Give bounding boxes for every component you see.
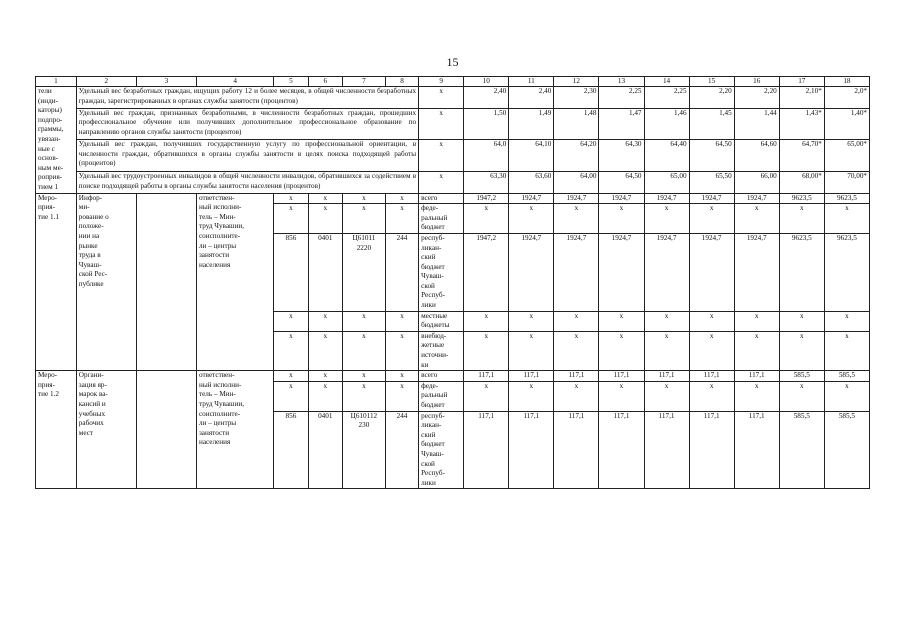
- measure-empty-cell: [136, 371, 196, 489]
- cell-line: бюджеты: [421, 321, 450, 330]
- indicator-mark: x: [419, 87, 464, 109]
- funding-value: x: [779, 311, 824, 331]
- header-cell: 11: [509, 77, 554, 87]
- vr-code: x: [385, 204, 418, 234]
- measure-row: [36, 193, 870, 204]
- funding-value: x: [689, 311, 734, 331]
- page-number: 15: [446, 55, 459, 69]
- funding-value: 1924,7: [734, 233, 779, 311]
- csr-code: x: [342, 204, 385, 234]
- indicator-mark: x: [419, 171, 464, 193]
- cell-line: населения: [198, 260, 231, 269]
- cell-line: основ-: [38, 154, 59, 163]
- cell-line: Чуваш-: [78, 260, 102, 269]
- funding-value: x: [464, 331, 509, 370]
- funding-source: [419, 331, 464, 370]
- indicator-value: 1,40*: [824, 108, 869, 140]
- funding-value: x: [599, 331, 644, 370]
- cell-line: Чуваш-: [421, 272, 444, 281]
- funding-value: x: [824, 311, 869, 331]
- indicator-value: 1,50: [464, 108, 509, 140]
- indicator-value: 2,10*: [779, 87, 824, 109]
- cell-line: ми-: [78, 203, 90, 212]
- funding-value: 1924,7: [599, 193, 644, 204]
- funding-value: x: [734, 331, 779, 370]
- cell-line: Ц61011: [352, 233, 376, 242]
- rzpr-code: x: [308, 193, 342, 204]
- funding-value: 117,1: [509, 411, 554, 489]
- vr-code: x: [385, 311, 418, 331]
- cell-line: ской: [421, 281, 435, 290]
- cell-line: труд Чувашии,: [198, 400, 245, 408]
- header-cell: 16: [734, 77, 779, 87]
- cell-line: тель – Мин-: [198, 212, 236, 221]
- indicator-value: 64,0: [464, 140, 509, 172]
- cell-line: ликан-: [421, 243, 442, 252]
- cell-line: рынке: [78, 241, 98, 250]
- measure-name: [76, 193, 136, 371]
- header-cell: 14: [644, 77, 689, 87]
- cell-line: соисполните-: [198, 231, 241, 240]
- cell-line: всего: [421, 371, 438, 380]
- indicator-value: 64,60: [734, 140, 779, 172]
- funding-value: x: [644, 331, 689, 370]
- funding-value: 117,1: [644, 371, 689, 382]
- cell-line: мест: [78, 428, 94, 437]
- header-cell: 4: [196, 77, 273, 87]
- cell-line: прия-: [38, 203, 55, 212]
- indicator-mark: x: [419, 140, 464, 172]
- funding-value: x: [824, 381, 869, 411]
- measure-name: [76, 371, 136, 489]
- rzpr-code: x: [308, 331, 342, 370]
- vr-code: 244: [385, 233, 418, 311]
- cell-line: тием 1: [38, 182, 59, 191]
- cell-line: тие 1.1: [38, 212, 59, 221]
- funding-value: x: [734, 311, 779, 331]
- cell-line: ответствен-: [198, 371, 235, 380]
- cell-line: источни-: [421, 351, 449, 360]
- header-cell: 9: [419, 77, 464, 87]
- rzpr-code: x: [308, 311, 342, 331]
- cell-line: тели: [38, 87, 52, 95]
- cell-line: тель – Мин-: [198, 390, 236, 399]
- header-cell: 6: [308, 77, 342, 87]
- funding-value: 1924,7: [644, 193, 689, 204]
- rzpr-code: x: [308, 371, 342, 382]
- target-indicator-row: [36, 87, 870, 109]
- funding-value: x: [554, 204, 599, 234]
- cell-line: нии на: [78, 231, 100, 240]
- cell-line: ральный: [421, 391, 448, 400]
- header-cell: 18: [824, 77, 869, 87]
- cell-line: феде-: [421, 204, 439, 213]
- funding-value: x: [644, 204, 689, 234]
- cell-line: ликан-: [421, 421, 442, 430]
- indicator-value: 64,20: [554, 140, 599, 172]
- target-indicator-row: [36, 108, 870, 140]
- funding-value: 1924,7: [689, 233, 734, 311]
- csr-code: [342, 233, 385, 311]
- cell-line: ки: [421, 360, 429, 369]
- header-cell: 15: [689, 77, 734, 87]
- cell-line: ответствен-: [198, 193, 235, 202]
- indicator-value: 66,00: [734, 171, 779, 193]
- cell-line: занятости: [198, 251, 230, 260]
- funding-value: 585,5: [779, 371, 824, 382]
- funding-value: x: [644, 311, 689, 331]
- funding-value: 117,1: [554, 411, 599, 489]
- indicator-value: 1,48: [554, 108, 599, 140]
- funding-value: 117,1: [554, 371, 599, 382]
- measure-executor: [196, 371, 273, 489]
- cell-line: внебюд-: [421, 331, 447, 340]
- cell-line: ный исполни-: [198, 380, 242, 389]
- funding-value: 1947,2: [464, 233, 509, 311]
- cell-line: Меро-: [38, 193, 58, 202]
- indicator-value: 2,20: [689, 87, 734, 109]
- cell-line: феде-: [421, 381, 439, 390]
- header-cell: 1: [36, 77, 77, 87]
- rzpr-code: 0401: [308, 411, 342, 489]
- grbs-code: 856: [274, 411, 308, 489]
- indicator-value: 64,30: [599, 140, 644, 172]
- funding-value: 117,1: [644, 411, 689, 489]
- cell-line: ской: [421, 459, 435, 468]
- grbs-code: x: [274, 311, 308, 331]
- header-cell: 7: [342, 77, 385, 87]
- indicator-value: 2,0*: [824, 87, 869, 109]
- cell-line: публике: [78, 279, 104, 288]
- cell-line: лики: [421, 478, 436, 487]
- csr-code: x: [342, 193, 385, 204]
- funding-value: 117,1: [734, 411, 779, 489]
- cell-line: Органи-: [78, 371, 104, 380]
- funding-value: x: [824, 204, 869, 234]
- indicator-value: 68,00*: [779, 171, 824, 193]
- indicator-value: 64,40: [644, 140, 689, 172]
- funding-value: 117,1: [464, 371, 509, 382]
- cell-line: ли – центры: [198, 241, 237, 250]
- budget-table: [35, 76, 870, 489]
- funding-value: 117,1: [734, 371, 779, 382]
- header-cell: 12: [554, 77, 599, 87]
- header-cell: 2: [76, 77, 136, 87]
- funding-source: [419, 204, 464, 234]
- indicator-description: Удельный вес граждан, получивших государственную услугу по профессиональной ориентации, в численности граждан, обратившихся в органы службы занятости в целях поиска подходящей работы (процентов): [76, 140, 418, 172]
- cell-line: каторы): [38, 106, 62, 115]
- funding-value: 9623,5: [824, 233, 869, 311]
- target-indicator-row: [36, 171, 870, 193]
- measure-empty-cell: [136, 193, 196, 371]
- funding-value: x: [464, 204, 509, 234]
- funding-source: [419, 233, 464, 311]
- cell-line: Чуваш-: [421, 449, 444, 458]
- cell-line: всего: [421, 193, 438, 202]
- header-cell: 5: [274, 77, 308, 87]
- header-row: [36, 77, 870, 87]
- cell-line: труда в: [78, 251, 101, 260]
- funding-value: x: [779, 204, 824, 234]
- cell-line: респуб-: [421, 233, 445, 242]
- measure-label: [36, 193, 77, 371]
- funding-value: 117,1: [464, 411, 509, 489]
- cell-line: зация яр-: [78, 380, 107, 389]
- cell-line: роприя-: [38, 173, 63, 182]
- cell-line: граммы,: [38, 125, 64, 134]
- indicator-value: 65,00: [644, 171, 689, 193]
- funding-value: x: [689, 381, 734, 411]
- grbs-code: x: [274, 204, 308, 234]
- indicator-value: 2,40: [464, 87, 509, 109]
- cell-line: бюджет: [421, 440, 445, 449]
- indicator-value: 64,50: [689, 140, 734, 172]
- header-cell: 13: [599, 77, 644, 87]
- cell-line: бюджет: [421, 262, 445, 271]
- funding-value: 117,1: [689, 411, 734, 489]
- funding-value: x: [599, 311, 644, 331]
- cell-line: прия-: [38, 380, 55, 389]
- cell-line: жетные: [421, 341, 445, 350]
- cell-line: Ц610112: [350, 411, 378, 420]
- indicator-description: Удельный вес граждан, признанных безработными, в численности безработных граждан, прошедших профессиональное обучение или получивших дополнительное профессиональное образование по направлению органов службы занятости (процентов): [76, 108, 418, 140]
- indicator-value: 2,25: [599, 87, 644, 109]
- indicator-value: 1,46: [644, 108, 689, 140]
- indicator-value: 1,45: [689, 108, 734, 140]
- cell-line: ский: [421, 430, 436, 439]
- funding-value: 1924,7: [509, 193, 554, 204]
- cell-line: ральный: [421, 213, 448, 222]
- cell-line: 230: [358, 421, 370, 430]
- funding-value: 1924,7: [689, 193, 734, 204]
- vr-code: x: [385, 193, 418, 204]
- funding-value: x: [599, 381, 644, 411]
- indicator-value: 1,47: [599, 108, 644, 140]
- funding-value: 585,5: [779, 411, 824, 489]
- vr-code: x: [385, 331, 418, 370]
- funding-source: [419, 311, 464, 331]
- cell-line: населения: [198, 438, 231, 447]
- cell-line: Респуб-: [421, 291, 445, 300]
- cell-line: Инфор-: [78, 193, 103, 202]
- indicator-value: 63,30: [464, 171, 509, 193]
- target-indicator-row: [36, 140, 870, 172]
- header-cell: 8: [385, 77, 418, 87]
- funding-value: 9623,5: [824, 193, 869, 204]
- vr-code: 244: [385, 411, 418, 489]
- csr-code: x: [342, 381, 385, 411]
- indicator-value: 2,20: [734, 87, 779, 109]
- funding-value: 117,1: [599, 411, 644, 489]
- indicator-description: Удельный вес безработных граждан, ищущих работу 12 и более месяцев, в общей численности безработных граждан, зарегистрированных в органах службы занятости (процентов): [76, 87, 418, 109]
- indicator-value: 65,00*: [824, 140, 869, 172]
- vr-code: x: [385, 381, 418, 411]
- funding-value: 1924,7: [734, 193, 779, 204]
- cell-line: труд Чувашии,: [198, 222, 245, 231]
- indicator-value: 63,60: [509, 171, 554, 193]
- funding-value: 1924,7: [554, 193, 599, 204]
- header-cell: 10: [464, 77, 509, 87]
- funding-value: x: [824, 331, 869, 370]
- indicator-description: Удельный вес трудоустроенных инвалидов в общей численности инвалидов, обратившихся за содействием в поиске подходящей работы в органы службы занятости населения (процентов): [76, 171, 418, 193]
- cell-line: 2220: [356, 243, 372, 252]
- cell-line: ные с: [38, 144, 55, 153]
- cell-line: бюджет: [421, 223, 445, 232]
- funding-value: x: [689, 331, 734, 370]
- csr-code: x: [342, 311, 385, 331]
- indicator-value: 64,70*: [779, 140, 824, 172]
- grbs-code: 856: [274, 233, 308, 311]
- measure-executor: [196, 193, 273, 371]
- cell-line: (инди-: [38, 96, 58, 105]
- funding-value: x: [509, 381, 554, 411]
- indicator-value: 64,10: [509, 140, 554, 172]
- funding-value: x: [779, 381, 824, 411]
- cell-line: тие 1.2: [38, 390, 59, 399]
- funding-value: 117,1: [509, 371, 554, 382]
- cell-line: учебных: [78, 409, 106, 418]
- csr-code: x: [342, 331, 385, 370]
- funding-value: x: [464, 311, 509, 331]
- indicator-value: 70,00*: [824, 171, 869, 193]
- csr-code: [342, 411, 385, 489]
- header-cell: 17: [779, 77, 824, 87]
- funding-value: x: [779, 331, 824, 370]
- rzpr-code: x: [308, 381, 342, 411]
- indicator-value: 1,44: [734, 108, 779, 140]
- indicator-value: 2,30: [554, 87, 599, 109]
- funding-value: x: [509, 311, 554, 331]
- cell-line: соисполните-: [198, 409, 241, 418]
- funding-value: x: [509, 331, 554, 370]
- target-indicators-label: [36, 87, 77, 194]
- indicator-value: 64,00: [554, 171, 599, 193]
- funding-value: x: [734, 204, 779, 234]
- grbs-code: x: [274, 193, 308, 204]
- header-cell: 3: [136, 77, 196, 87]
- funding-value: 585,5: [824, 411, 869, 489]
- rzpr-code: 0401: [308, 233, 342, 311]
- cell-line: Меро-: [38, 371, 58, 380]
- cell-line: бюджет: [421, 401, 445, 409]
- cell-line: ный исполни-: [198, 203, 242, 212]
- funding-source: [419, 371, 464, 382]
- grbs-code: x: [274, 371, 308, 382]
- cell-line: лики: [421, 301, 436, 310]
- grbs-code: x: [274, 331, 308, 370]
- funding-value: 1924,7: [599, 233, 644, 311]
- rzpr-code: x: [308, 204, 342, 234]
- cell-line: респуб-: [421, 411, 445, 420]
- cell-line: рабочих: [78, 419, 104, 428]
- funding-value: 9623,5: [779, 193, 824, 204]
- csr-code: x: [342, 371, 385, 382]
- cell-line: местные: [421, 311, 448, 320]
- funding-source: [419, 193, 464, 204]
- funding-source: [419, 411, 464, 489]
- indicator-value: 1,49: [509, 108, 554, 140]
- funding-value: 9623,5: [779, 233, 824, 311]
- indicator-value: 64,50: [599, 171, 644, 193]
- funding-value: 117,1: [599, 371, 644, 382]
- cell-line: ский: [421, 253, 436, 262]
- funding-value: x: [644, 381, 689, 411]
- funding-value: 1947,2: [464, 193, 509, 204]
- funding-value: x: [464, 381, 509, 411]
- cell-line: кансий и: [78, 400, 106, 408]
- funding-source: [419, 381, 464, 411]
- vr-code: x: [385, 371, 418, 382]
- funding-value: x: [554, 381, 599, 411]
- cell-line: подпро-: [38, 115, 63, 124]
- indicator-value: 1,43*: [779, 108, 824, 140]
- funding-value: 1924,7: [554, 233, 599, 311]
- grbs-code: x: [274, 381, 308, 411]
- funding-value: 585,5: [824, 371, 869, 382]
- funding-value: 1924,7: [509, 233, 554, 311]
- funding-value: x: [734, 381, 779, 411]
- measure-label: [36, 371, 77, 489]
- cell-line: ли – центры: [198, 419, 237, 428]
- funding-value: x: [554, 311, 599, 331]
- indicator-value: 2,25: [644, 87, 689, 109]
- funding-value: 1924,7: [644, 233, 689, 311]
- funding-value: x: [689, 204, 734, 234]
- cell-line: ской Рес-: [78, 270, 108, 279]
- cell-line: положе-: [78, 222, 104, 231]
- funding-value: x: [554, 331, 599, 370]
- funding-value: x: [599, 204, 644, 234]
- funding-value: x: [509, 204, 554, 234]
- cell-line: марок ва-: [78, 390, 108, 399]
- cell-line: рование о: [78, 212, 109, 221]
- measure-row: [36, 371, 870, 382]
- cell-line: Респуб-: [421, 469, 445, 478]
- cell-line: увязан-: [38, 134, 61, 143]
- indicator-value: 65,50: [689, 171, 734, 193]
- cell-line: занятости: [198, 428, 230, 437]
- cell-line: ным ме-: [38, 163, 64, 172]
- indicator-value: 2,40: [509, 87, 554, 109]
- indicator-mark: x: [419, 108, 464, 140]
- funding-value: 117,1: [689, 371, 734, 382]
